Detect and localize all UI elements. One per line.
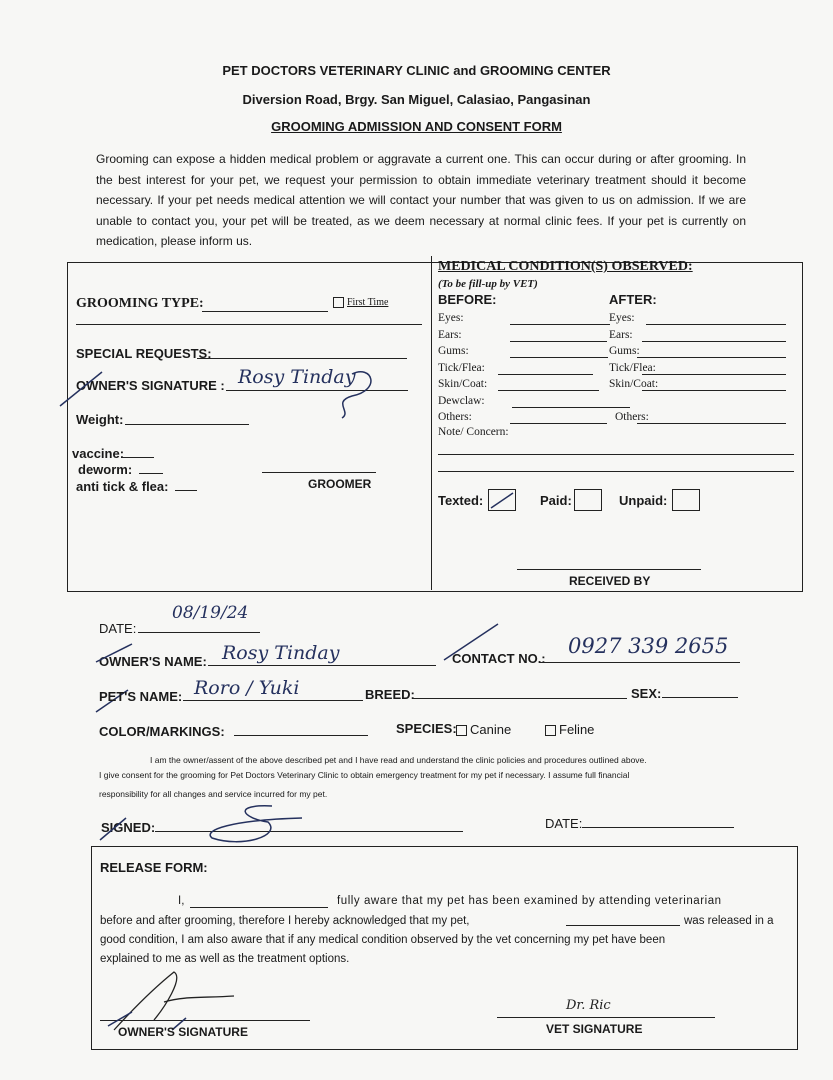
before-item-field[interactable] xyxy=(498,374,593,375)
before-item-label: Gums: xyxy=(438,345,469,357)
column-divider xyxy=(431,256,432,590)
medical-subtitle: (To be fill-up by VET) xyxy=(438,278,538,290)
date-label: DATE: xyxy=(99,621,137,636)
after-item-field[interactable] xyxy=(642,390,786,391)
vaccine-label: vaccine: xyxy=(72,446,125,461)
owner-name-label: OWNER'S NAME: xyxy=(99,654,207,669)
pet-name-handwriting: Roro / Yuki xyxy=(194,677,300,699)
clinic-name: PET DOCTORS VETERINARY CLINIC and GROOMING CENTER xyxy=(222,63,611,78)
sex-field[interactable] xyxy=(662,697,738,698)
received-by-label: RECEIVED BY xyxy=(569,574,651,588)
release-title: RELEASE FORM: xyxy=(100,860,208,875)
groomer-signature-line[interactable] xyxy=(262,472,376,473)
pet-name-field[interactable] xyxy=(183,700,363,701)
after-item-label: Gums: xyxy=(609,345,640,357)
first-time-label: First Time xyxy=(347,297,389,308)
weight-label: Weight: xyxy=(76,412,124,427)
after-item-field[interactable] xyxy=(637,357,786,358)
breed-field[interactable] xyxy=(413,698,627,699)
owner-signature-label: OWNER'S SIGNATURE : xyxy=(76,378,225,393)
before-heading: BEFORE: xyxy=(438,292,497,307)
vet-signature-line[interactable] xyxy=(497,1017,715,1018)
before-item-field[interactable] xyxy=(510,423,607,424)
owner-name-handwriting: Rosy Tinday xyxy=(222,642,340,664)
release-i: I, xyxy=(178,895,185,907)
deworm-label: deworm: xyxy=(78,462,133,477)
deworm-field[interactable] xyxy=(139,473,163,474)
consent-line-2: I give consent for the grooming for Pet Doctors Veterinary Clinic to obtain emergency treatment for my pet if necessary. I assume full financial xyxy=(99,770,630,780)
anti-tick-label: anti tick & flea: xyxy=(76,479,169,494)
canine-option[interactable] xyxy=(456,722,511,737)
consent-date-label: DATE: xyxy=(545,816,583,831)
grooming-type-label: GROOMING TYPE: xyxy=(76,296,204,311)
vet-signature-handwriting: Dr. Ric xyxy=(566,998,611,1013)
intro-paragraph: Grooming can expose a hidden medical problem or aggravate a current one. This can occur during or after grooming. In the best interest for your pet, we request your permission to obtain immediate veterinary treatment should it become necessary. If your pet needs medical attention we will contact your number that was given to us on admission. If we are unable to contact you, your pet will be treated, as we deem necessary at normal clinic fees. If your pet is currently on medication, please inform us. xyxy=(96,152,746,248)
pet-name-label: PET'S NAME: xyxy=(99,689,183,704)
release-pet-field[interactable] xyxy=(566,925,680,926)
medical-title: MEDICAL CONDITION(S) OBSERVED: xyxy=(438,259,693,274)
release-line-1: fully aware that my pet has been examined by attending veterinarian xyxy=(337,895,722,907)
feline-option[interactable] xyxy=(545,722,594,737)
date-handwriting: 08/19/24 xyxy=(172,603,249,623)
signed-label: SIGNED: xyxy=(101,820,156,835)
texted-checkbox[interactable] xyxy=(488,489,516,511)
texted-label: Texted: xyxy=(438,493,484,508)
contact-field[interactable] xyxy=(540,662,740,663)
note-line-1[interactable] xyxy=(438,454,794,455)
first-time-checkbox[interactable] xyxy=(333,297,344,308)
after-item-label: Ears: xyxy=(609,328,633,341)
sex-label: SEX: xyxy=(631,686,662,701)
after-item-label: Tick/Flea: xyxy=(609,361,656,374)
check-mark-icon xyxy=(489,490,515,510)
before-item-field[interactable] xyxy=(512,407,630,408)
before-item-label: Dewclaw: xyxy=(438,394,485,407)
after-item-field[interactable] xyxy=(646,324,786,325)
release-owner-signature-label: OWNER'S SIGNATURE xyxy=(118,1025,248,1039)
unpaid-label: Unpaid: xyxy=(619,493,668,508)
weight-field[interactable] xyxy=(125,424,249,425)
contact-handwriting: 0927 339 2655 xyxy=(568,634,729,658)
feline-label: Feline xyxy=(559,722,595,737)
release-name-field[interactable] xyxy=(190,907,328,908)
paid-checkbox[interactable] xyxy=(574,489,602,511)
color-label: COLOR/MARKINGS: xyxy=(99,724,225,739)
vaccine-field[interactable] xyxy=(122,457,154,458)
before-item-label: Ears: xyxy=(438,328,462,341)
special-requests-label: SPECIAL REQUESTS: xyxy=(76,346,212,361)
received-by-line[interactable] xyxy=(517,569,701,570)
grooming-type-field[interactable] xyxy=(202,311,328,312)
anti-tick-field[interactable] xyxy=(175,490,197,491)
unpaid-checkbox[interactable] xyxy=(672,489,700,511)
first-time-option[interactable] xyxy=(333,297,388,308)
owner-signature-handwriting: Rosy Tinday xyxy=(238,366,356,388)
after-item-label: Others: xyxy=(615,411,649,423)
before-item-label: Skin/Coat: xyxy=(438,378,488,390)
canine-checkbox[interactable] xyxy=(456,725,467,736)
release-line-3: was released in a xyxy=(684,915,774,927)
contact-label: CONTACT NO.: xyxy=(452,651,546,666)
after-heading: AFTER: xyxy=(609,292,657,307)
release-line-5: explained to me as well as the treatment options. xyxy=(100,953,350,965)
special-requests-field[interactable] xyxy=(197,358,407,359)
before-item-label: Others: xyxy=(438,411,472,423)
after-item-field[interactable] xyxy=(642,341,786,342)
before-item-label: Eyes: xyxy=(438,312,464,324)
canine-label: Canine xyxy=(470,722,512,737)
grooming-type-extra-line[interactable] xyxy=(76,324,422,325)
color-field[interactable] xyxy=(234,735,368,736)
after-item-field[interactable] xyxy=(642,374,786,375)
feline-checkbox[interactable] xyxy=(545,725,556,736)
before-item-field[interactable] xyxy=(510,357,608,358)
before-item-label: Tick/Flea: xyxy=(438,361,485,374)
slash-strokes xyxy=(88,620,528,720)
note-label: Note/ Concern: xyxy=(438,426,509,438)
form-title: GROOMING ADMISSION AND CONSENT FORM xyxy=(271,119,562,134)
consent-date-field[interactable] xyxy=(582,827,734,828)
breed-label: BREED: xyxy=(365,687,415,702)
before-item-field[interactable] xyxy=(510,341,607,342)
before-item-field[interactable] xyxy=(510,324,610,325)
after-item-label: Skin/Coat: xyxy=(609,378,659,390)
clinic-address: Diversion Road, Brgy. San Miguel, Calasiao, Pangasinan xyxy=(242,92,591,107)
groomer-label: GROOMER xyxy=(308,477,372,491)
signature-strokes xyxy=(52,360,392,420)
before-item-field[interactable] xyxy=(498,390,599,391)
paid-label: Paid: xyxy=(540,493,572,508)
note-line-2[interactable] xyxy=(438,471,794,472)
after-item-label: Eyes: xyxy=(609,312,635,324)
release-line-4: good condition, I am also aware that if any medical condition observed by the vet concerning my pet have been xyxy=(100,934,666,946)
after-item-field[interactable] xyxy=(637,423,786,424)
species-label: SPECIES: xyxy=(396,721,457,736)
consent-line-3: responsibility for all changes and service incurred for my pet. xyxy=(99,789,328,799)
consent-line-1: I am the owner/assent of the above described pet and I have read and understand the clinic policies and procedures outlined above. xyxy=(150,755,647,765)
release-line-2: before and after grooming, therefore I hereby acknowledged that my pet, xyxy=(100,915,470,927)
vet-signature-label: VET SIGNATURE xyxy=(546,1022,643,1036)
